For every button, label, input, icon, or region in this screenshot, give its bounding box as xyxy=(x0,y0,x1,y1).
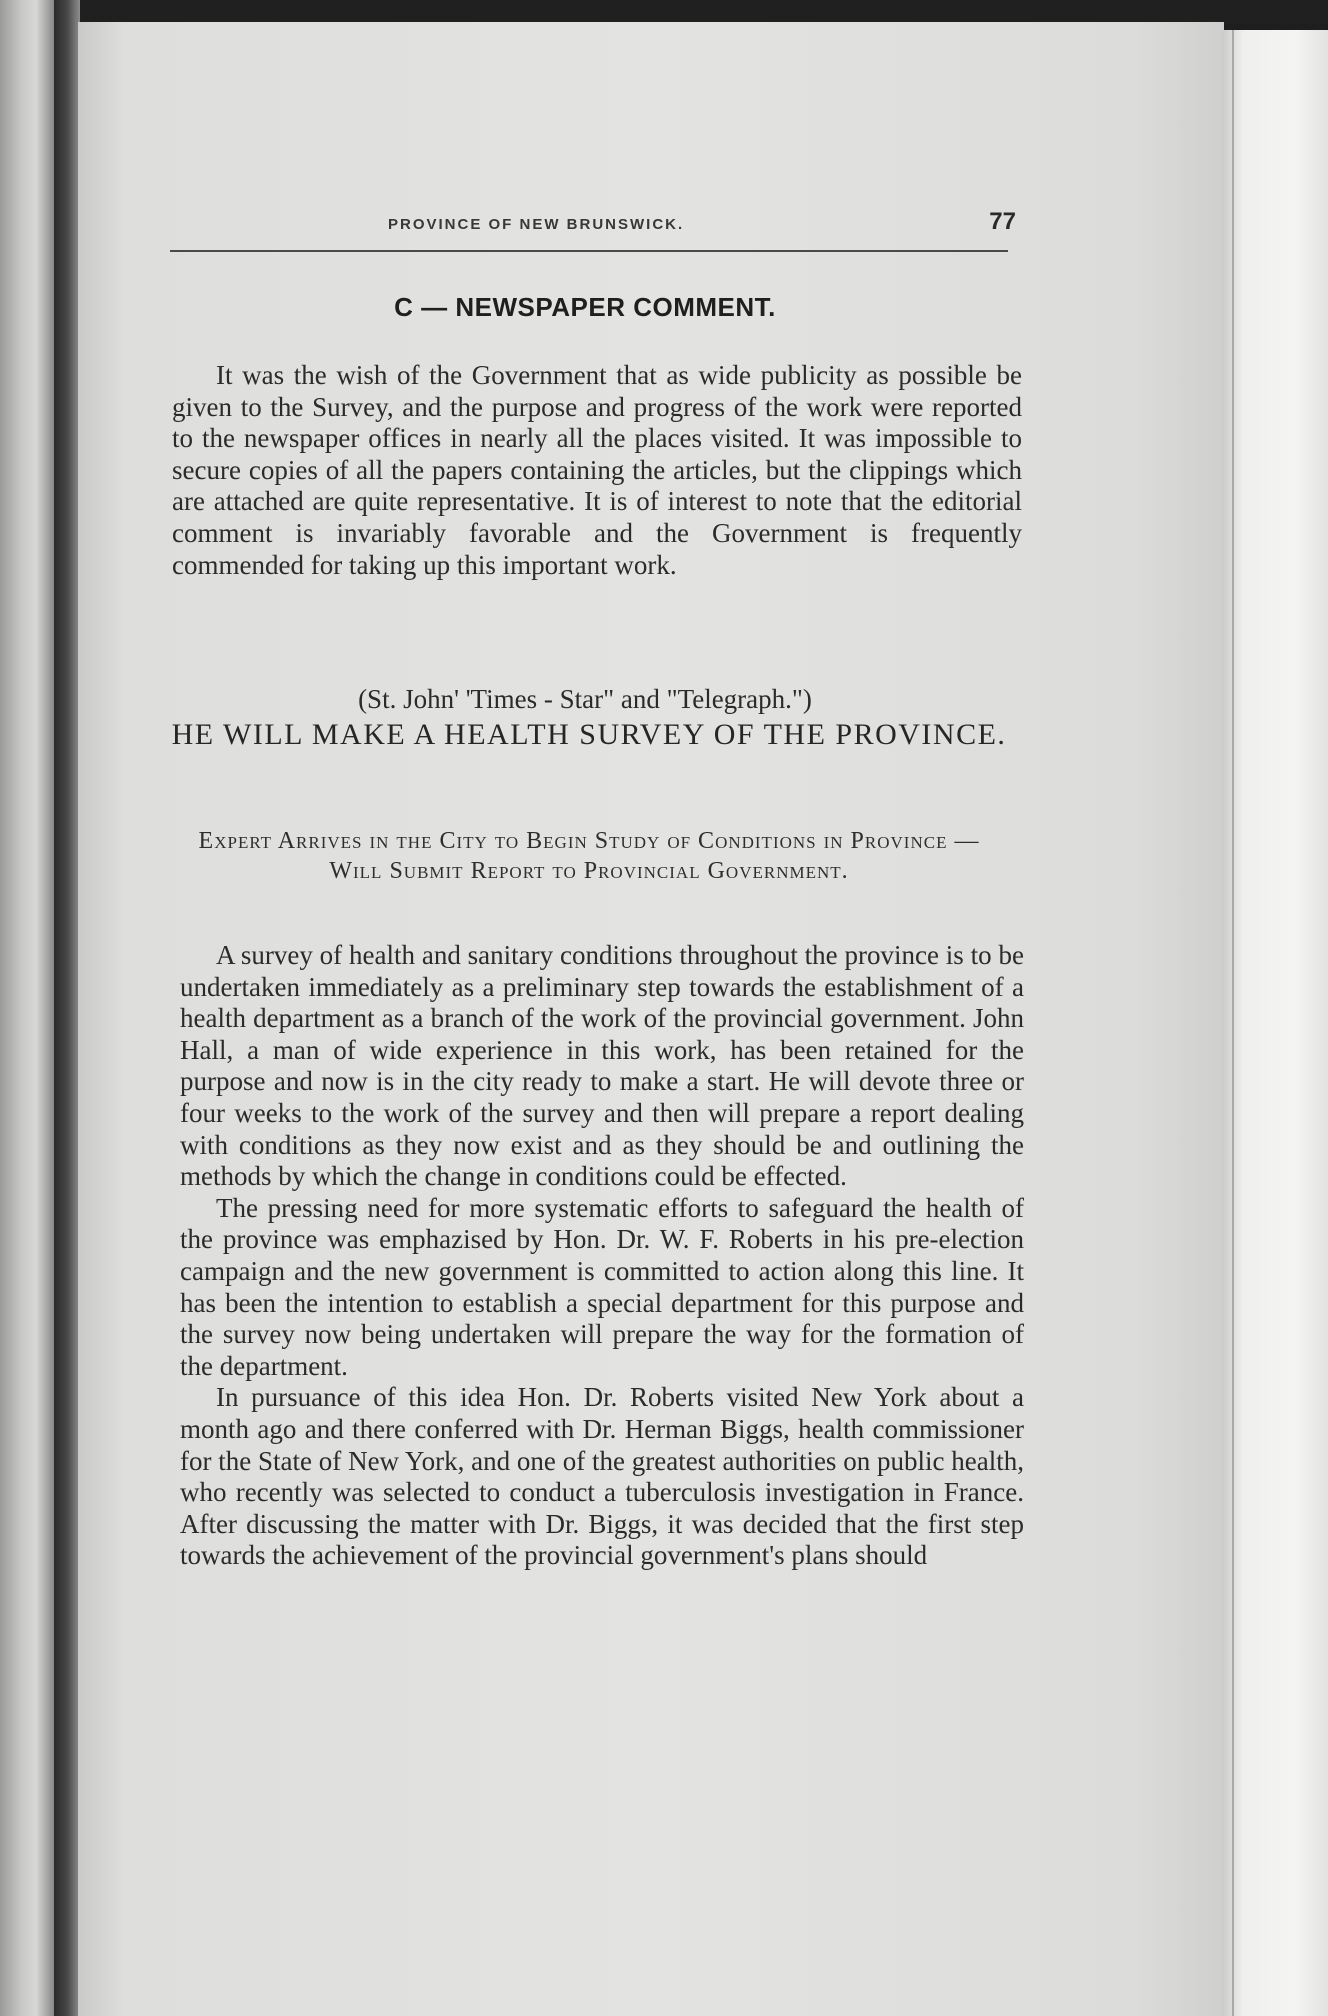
article-paragraph: In pursuance of this idea Hon. Dr. Roberts visited New York about a month ago and there conferred with Dr. Herman Biggs, health commissioner for the State of New York, and one of the greatest authorities on public health, who recently was selected to conduct a tuberculosis investigation in France. After discussing the matter with Dr. Biggs, it was decided that the first step towards the achievement of the provincial government's plans should xyxy=(180,1382,1024,1571)
book-gutter xyxy=(54,0,80,2016)
clipping-article xyxy=(180,940,1024,1572)
page-edge-line xyxy=(1232,30,1234,2016)
intro-paragraph: It was the wish of the Government that as wide publicity as possible be given to the Survey, and the purpose and progress of the work were reported to the newspaper offices in nearly all the places visited. It was impossible to secure copies of all the papers containing the articles, but the clippings which are attached are quite representative. It is of interest to note that the editorial comment is invariably favorable and the Government is frequently commended for taking up this important work. xyxy=(172,360,1022,580)
clipping-subheadline: Expert Arrives in the City to Begin Study of Conditions in Province — Will Submit Report to Provincial Government. xyxy=(198,828,980,884)
header-rule xyxy=(170,250,1008,252)
article-paragraph: A survey of health and sanitary conditions throughout the province is to be undertaken immediately as a preliminary step towards the establishment of a health department as a branch of the work of the provincial government. John Hall, a man of wide experience in this work, has been retained for the purpose and now is in the city ready to make a start. He will devote three or four weeks to the work of the survey and then will prepare a report dealing with conditions as they now exist and as they should be and outlining the methods by which the change in conditions could be effected. xyxy=(180,940,1024,1192)
running-head xyxy=(170,208,1032,244)
clipping-headline: HE WILL MAKE A HEALTH SURVEY OF THE PROVINCE. xyxy=(171,718,1007,751)
facing-page-edge xyxy=(0,0,60,2016)
section-heading: C — NEWSPAPER COMMENT. xyxy=(394,292,776,322)
clipping-source: (St. John' 'Times - Star" and "Telegraph.") xyxy=(358,684,812,714)
page-stack-edge xyxy=(1222,30,1328,2016)
page-number: 77 xyxy=(989,208,1016,235)
article-paragraph: The pressing need for more systematic efforts to safeguard the health of the province was emphazised by Hon. Dr. W. F. Roberts in his pre-election campaign and the new government is committed to action along this line. It has been the intention to establish a special department for this purpose and the survey now being undertaken will prepare the way for the formation of the department. xyxy=(180,1192,1024,1381)
scan-top-border xyxy=(0,0,1328,24)
running-head-title: PROVINCE OF NEW BRUNSWICK. xyxy=(388,216,685,233)
